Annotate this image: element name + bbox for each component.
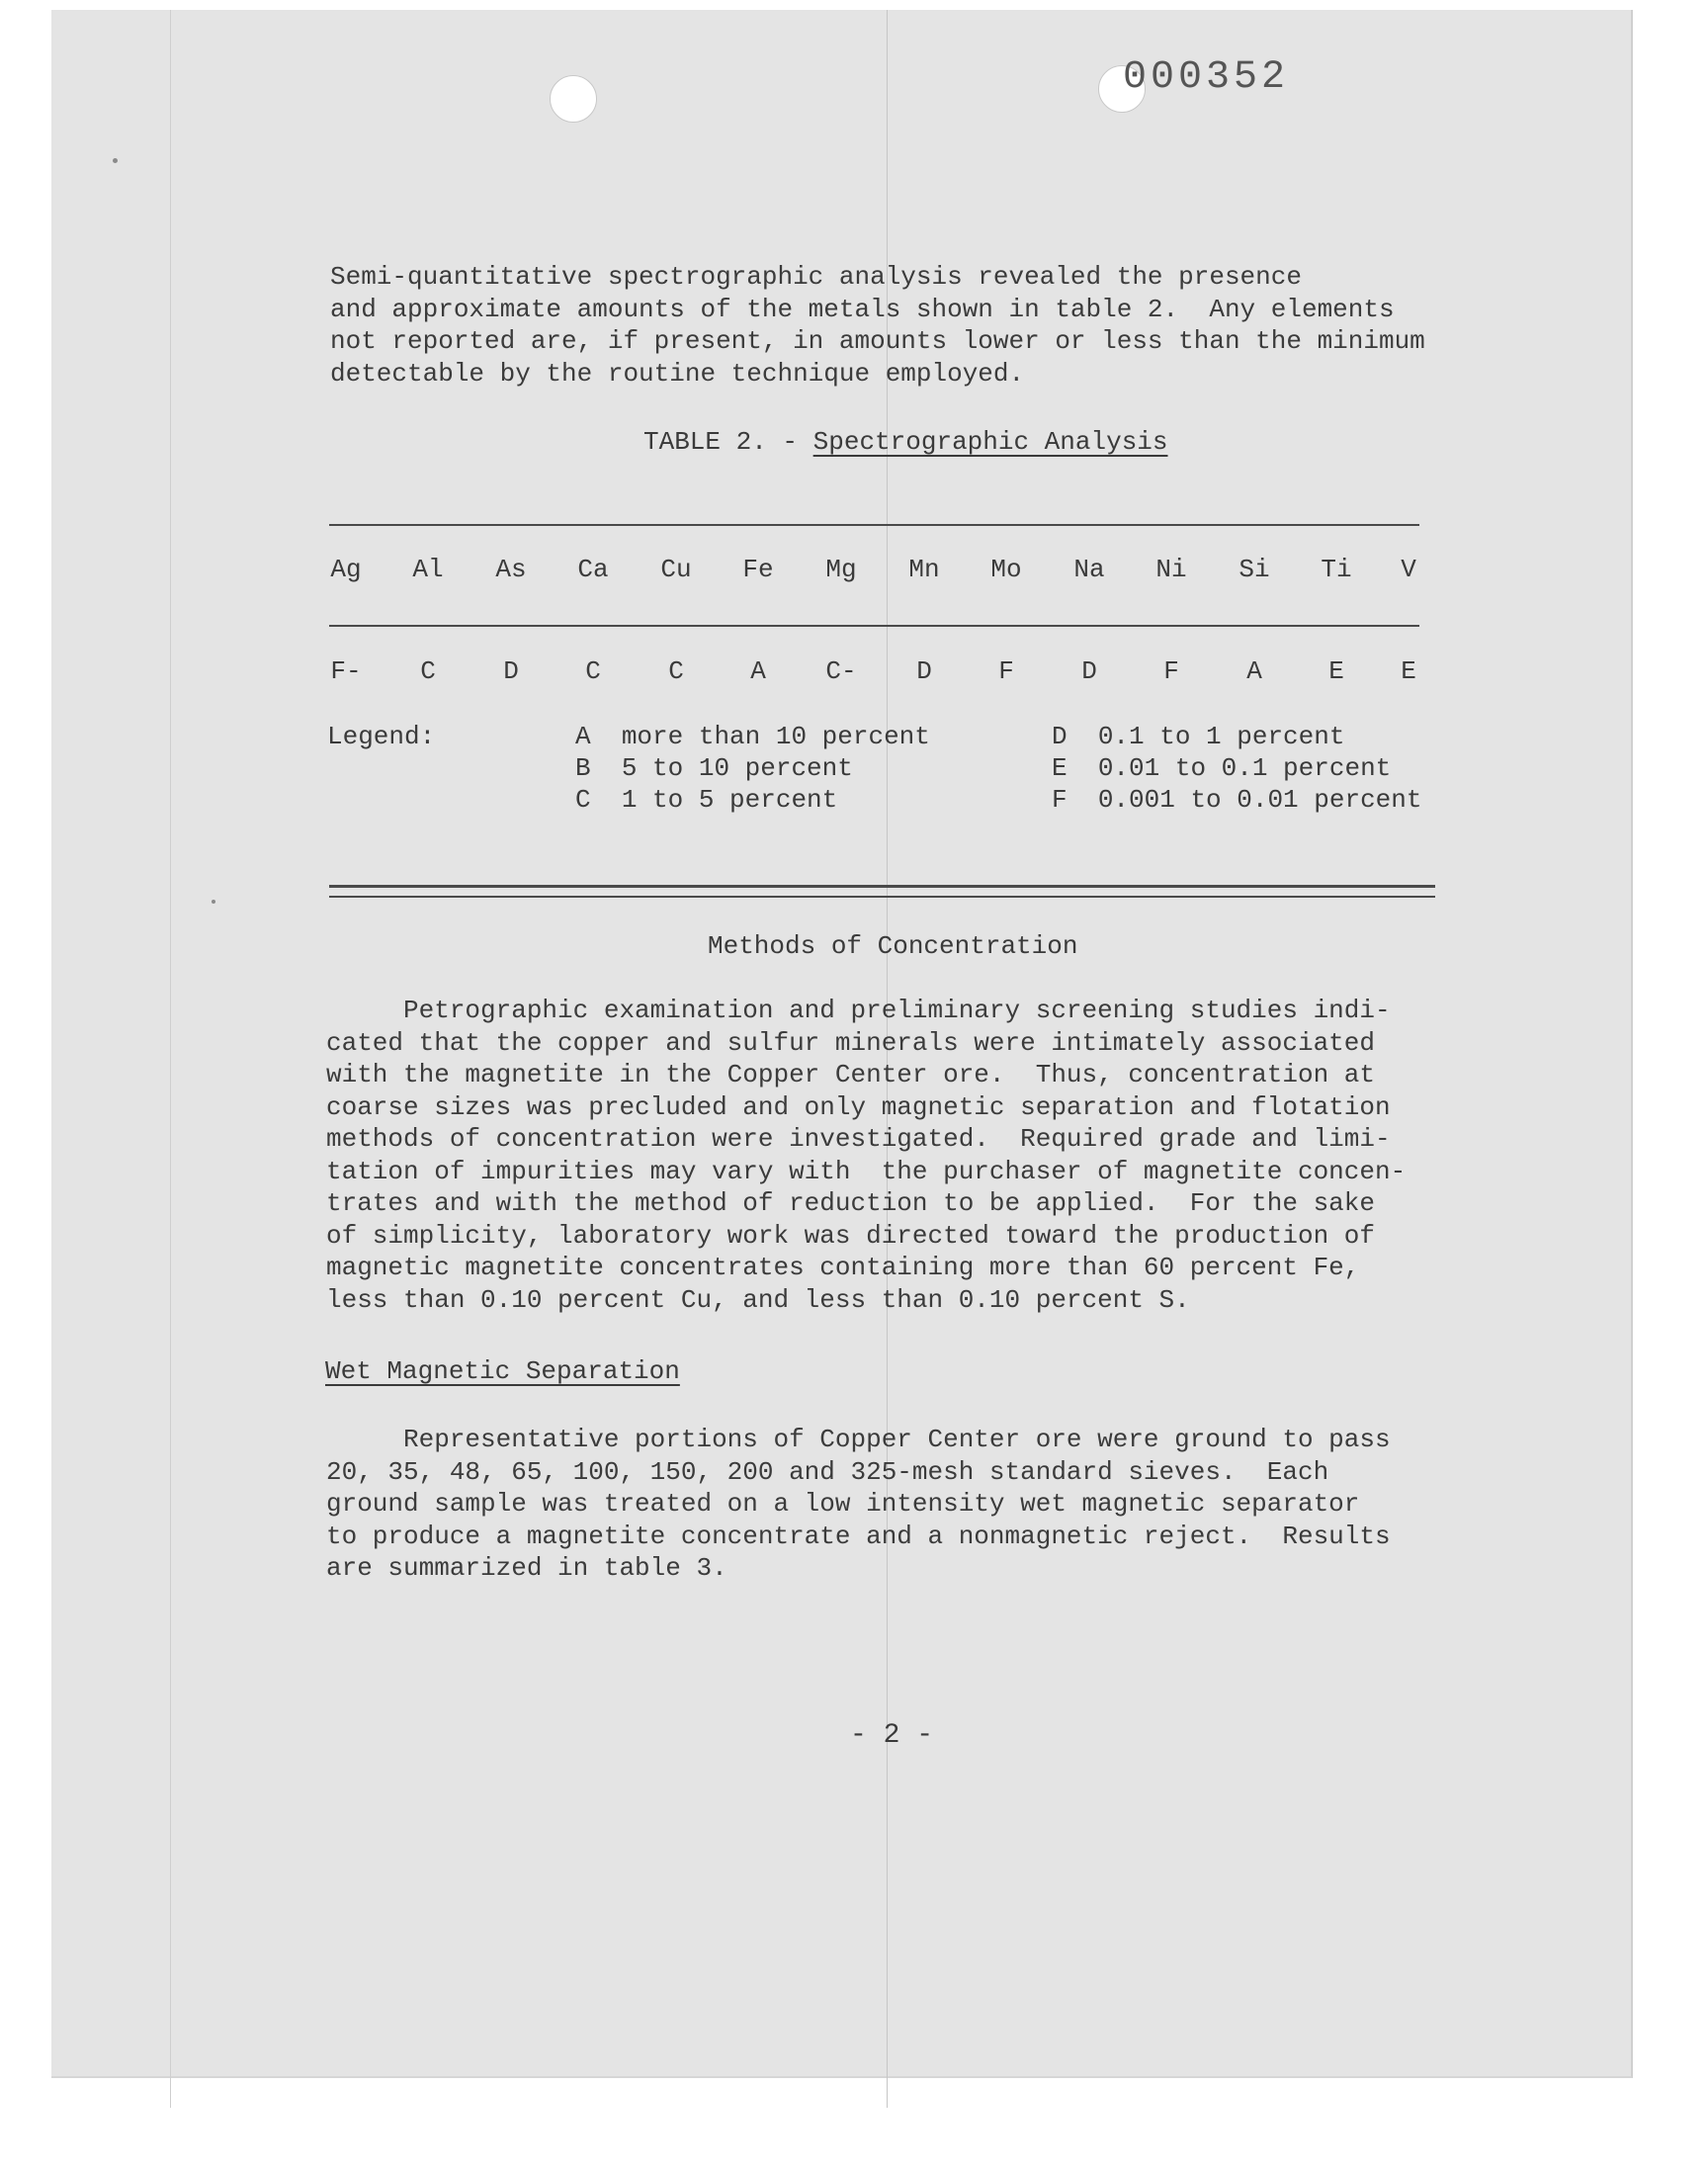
legend-text: 5 to 10 percent — [621, 753, 853, 783]
element-header-as: As — [495, 555, 527, 584]
legend-code: C — [575, 785, 591, 815]
element-value-ag: F- — [330, 656, 362, 686]
speck — [113, 158, 118, 163]
element-header-ca: Ca — [577, 555, 609, 584]
element-header-mg: Mg — [825, 555, 857, 584]
element-value-cu: C — [668, 656, 684, 686]
element-header-na: Na — [1073, 555, 1105, 584]
element-header-al: Al — [412, 555, 444, 584]
legend-code: D — [1052, 722, 1068, 751]
element-value-ca: C — [585, 656, 601, 686]
legend-text: 1 to 5 percent — [621, 785, 838, 815]
legend-text: 0.01 to 0.1 percent — [1097, 753, 1392, 783]
element-header-ag: Ag — [330, 555, 362, 584]
element-value-ti: E — [1328, 656, 1344, 686]
legend-item-a — [575, 722, 930, 751]
element-value-al: C — [420, 656, 436, 686]
legend-text: more than 10 percent — [621, 722, 930, 751]
legend-item-d — [1052, 722, 1344, 751]
element-header-v: V — [1401, 555, 1416, 584]
element-value-v: E — [1401, 656, 1416, 686]
element-header-mo: Mo — [990, 555, 1022, 584]
element-value-si: A — [1246, 656, 1262, 686]
legend-item-b — [575, 753, 853, 783]
element-header-mn: Mn — [908, 555, 940, 584]
element-value-mo: F — [998, 656, 1014, 686]
legend-code: E — [1052, 753, 1068, 783]
legend-text: 0.1 to 1 percent — [1097, 722, 1345, 751]
fold-line — [170, 10, 171, 2108]
table-title-prefix: TABLE 2. - — [643, 427, 813, 457]
element-header-ti: Ti — [1321, 555, 1352, 584]
element-header-fe: Fe — [742, 555, 774, 584]
element-header-ni: Ni — [1155, 555, 1187, 584]
section-title: Methods of Concentration — [708, 931, 1078, 961]
element-value-fe: A — [750, 656, 766, 686]
legend-label: Legend: — [327, 722, 436, 751]
table-bottom-rule — [329, 885, 1435, 888]
legend-code: F — [1052, 785, 1068, 815]
element-value-mg: C- — [825, 656, 857, 686]
element-value-ni: F — [1163, 656, 1179, 686]
element-value-as: D — [503, 656, 519, 686]
legend-item-f — [1052, 785, 1421, 815]
legend-code: B — [575, 753, 591, 783]
table-bottom-rule — [329, 896, 1435, 898]
document-number: 000352 — [1123, 55, 1290, 100]
table-title-name: Spectrographic Analysis — [812, 427, 1168, 457]
subsection-title: Wet Magnetic Separation — [325, 1356, 680, 1386]
legend-item-c — [575, 785, 837, 815]
speck — [212, 900, 215, 904]
punch-hole — [550, 75, 597, 123]
table-header-rule — [329, 625, 1419, 627]
legend-text: 0.001 to 0.01 percent — [1097, 785, 1422, 815]
wet-separation-paragraph: Representative portions of Copper Center ore were ground to pass 20, 35, 48, 65, 100, 150, 200 and 325-mesh standard sieves. Each ground sample was treated on a low intensity wet magnetic separator to produce a magnetite concentrate and a nonmagnetic reject. Results are summarized in table 3. — [326, 1425, 1391, 1583]
table-top-rule — [329, 524, 1419, 526]
table-title — [643, 427, 1168, 457]
legend-code: A — [575, 722, 591, 751]
element-value-mn: D — [916, 656, 932, 686]
element-value-na: D — [1081, 656, 1097, 686]
element-header-cu: Cu — [660, 555, 692, 584]
page-number: - 2 - — [850, 1720, 934, 1751]
element-header-si: Si — [1238, 555, 1270, 584]
intro-paragraph: Semi-quantitative spectrographic analysis revealed the presence and approximate amounts of the metals shown in table 2. Any elements not reported are, if present, in amounts lower or less than the minimum detectable by the routine technique employed. — [330, 262, 1425, 389]
legend-item-e — [1052, 753, 1391, 783]
methods-paragraph: Petrographic examination and preliminary screening studies indi- cated that the copper and sulfur minerals were intimately associated with the magnetite in the Copper Center ore. Thus, concentration at coarse sizes was precluded and only magnetic separation and flotation methods of concentration were investigated. Required grade and limi- tation of impurities may vary with the purchaser of magnetite concen- trates and with the method of reduction to be applied. For the sake of simplicity, laboratory work was directed toward the production of magnetic magnetite concentrates containing more than 60 percent Fe, less than 0.10 percent Cu, and less than 0.10 percent S. — [326, 996, 1407, 1315]
